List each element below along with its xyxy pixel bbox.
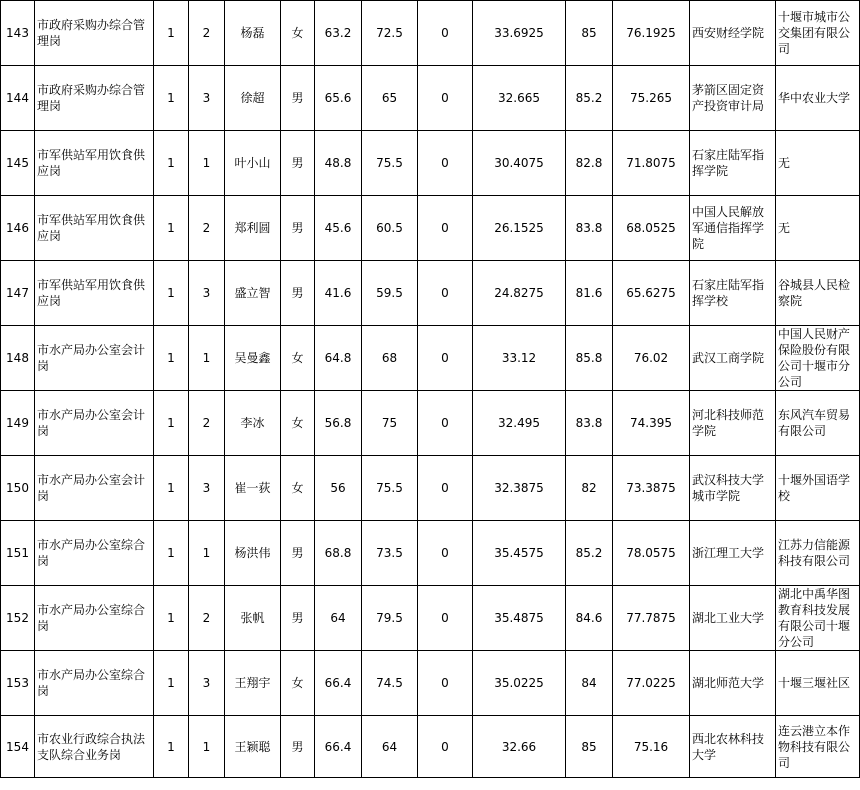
employer-cell: 谷城县人民检察院	[776, 261, 860, 326]
weighted-score-cell: 32.3875	[473, 456, 566, 521]
total-score-cell: 77.0225	[613, 651, 690, 716]
gender-cell: 男	[281, 586, 315, 651]
hire-count-cell: 1	[154, 521, 189, 586]
gender-cell: 男	[281, 66, 315, 131]
candidate-name-cell: 叶小山	[225, 131, 281, 196]
weighted-score-cell: 32.665	[473, 66, 566, 131]
table-row	[1, 66, 860, 131]
total-score-cell: 75.265	[613, 66, 690, 131]
rank-cell: 2	[189, 196, 225, 261]
interview-score-cell: 73.5	[362, 521, 418, 586]
row-number-cell: 150	[1, 456, 35, 521]
candidate-name-cell: 徐超	[225, 66, 281, 131]
row-number-cell: 144	[1, 66, 35, 131]
table-row	[1, 651, 860, 716]
score-cell: 84.6	[566, 586, 613, 651]
school-cell: 武汉科技大学城市学院	[690, 456, 776, 521]
hire-count-cell: 1	[154, 716, 189, 778]
hire-count-cell: 1	[154, 1, 189, 66]
hire-count-cell: 1	[154, 586, 189, 651]
rank-cell: 1	[189, 716, 225, 778]
written-score-cell: 63.2	[315, 1, 362, 66]
gender-cell: 男	[281, 716, 315, 778]
interview-score-cell: 79.5	[362, 586, 418, 651]
rank-cell: 3	[189, 66, 225, 131]
school-cell: 石家庄陆军指挥学校	[690, 261, 776, 326]
employer-cell: 十堰外国语学校	[776, 456, 860, 521]
bonus-score-cell: 0	[418, 716, 473, 778]
interview-score-cell: 75.5	[362, 131, 418, 196]
written-score-cell: 66.4	[315, 651, 362, 716]
school-cell: 石家庄陆军指挥学院	[690, 131, 776, 196]
candidate-name-cell: 张帆	[225, 586, 281, 651]
score-cell: 83.8	[566, 391, 613, 456]
employer-cell: 无	[776, 131, 860, 196]
written-score-cell: 56.8	[315, 391, 362, 456]
written-score-cell: 56	[315, 456, 362, 521]
post-name-cell: 市农业行政综合执法支队综合业务岗	[35, 716, 154, 778]
interview-score-cell: 74.5	[362, 651, 418, 716]
rank-cell: 3	[189, 456, 225, 521]
row-number-cell: 147	[1, 261, 35, 326]
school-cell: 茅箭区固定资产投资审计局	[690, 66, 776, 131]
row-number-cell: 153	[1, 651, 35, 716]
bonus-score-cell: 0	[418, 391, 473, 456]
school-cell: 浙江理工大学	[690, 521, 776, 586]
gender-cell: 男	[281, 521, 315, 586]
candidate-name-cell: 吴曼鑫	[225, 326, 281, 391]
table-row	[1, 586, 860, 651]
school-cell: 湖北工业大学	[690, 586, 776, 651]
bonus-score-cell: 0	[418, 66, 473, 131]
weighted-score-cell: 35.4575	[473, 521, 566, 586]
score-cell: 85	[566, 716, 613, 778]
hire-count-cell: 1	[154, 196, 189, 261]
gender-cell: 女	[281, 651, 315, 716]
bonus-score-cell: 0	[418, 1, 473, 66]
score-cell: 81.6	[566, 261, 613, 326]
interview-score-cell: 65	[362, 66, 418, 131]
candidate-name-cell: 杨洪伟	[225, 521, 281, 586]
gender-cell: 男	[281, 196, 315, 261]
candidate-name-cell: 崔一荻	[225, 456, 281, 521]
bonus-score-cell: 0	[418, 196, 473, 261]
row-number-cell: 149	[1, 391, 35, 456]
rank-cell: 3	[189, 651, 225, 716]
table-row	[1, 1, 860, 66]
table-row	[1, 261, 860, 326]
row-number-cell: 151	[1, 521, 35, 586]
bonus-score-cell: 0	[418, 261, 473, 326]
bonus-score-cell: 0	[418, 521, 473, 586]
bonus-score-cell: 0	[418, 131, 473, 196]
weighted-score-cell: 30.4075	[473, 131, 566, 196]
post-name-cell: 市水产局办公室综合岗	[35, 651, 154, 716]
score-cell: 85.2	[566, 521, 613, 586]
weighted-score-cell: 32.495	[473, 391, 566, 456]
bonus-score-cell: 0	[418, 326, 473, 391]
school-cell: 西安财经学院	[690, 1, 776, 66]
interview-score-cell: 64	[362, 716, 418, 778]
hire-count-cell: 1	[154, 261, 189, 326]
employer-cell: 连云港立本作物科技有限公司	[776, 716, 860, 778]
written-score-cell: 64	[315, 586, 362, 651]
employer-cell: 江苏力信能源科技有限公司	[776, 521, 860, 586]
total-score-cell: 71.8075	[613, 131, 690, 196]
weighted-score-cell: 26.1525	[473, 196, 566, 261]
gender-cell: 女	[281, 1, 315, 66]
gender-cell: 女	[281, 326, 315, 391]
score-cell: 84	[566, 651, 613, 716]
interview-score-cell: 72.5	[362, 1, 418, 66]
post-name-cell: 市水产局办公室综合岗	[35, 521, 154, 586]
candidate-name-cell: 杨磊	[225, 1, 281, 66]
table-row	[1, 456, 860, 521]
gender-cell: 男	[281, 261, 315, 326]
row-number-cell: 152	[1, 586, 35, 651]
table-row	[1, 131, 860, 196]
weighted-score-cell: 33.6925	[473, 1, 566, 66]
post-name-cell: 市水产局办公室会计岗	[35, 391, 154, 456]
candidate-name-cell: 王翔宇	[225, 651, 281, 716]
employer-cell: 十堰市城市公交集团有限公司	[776, 1, 860, 66]
weighted-score-cell: 35.4875	[473, 586, 566, 651]
row-number-cell: 145	[1, 131, 35, 196]
post-name-cell: 市政府采购办综合管理岗	[35, 66, 154, 131]
bonus-score-cell: 0	[418, 586, 473, 651]
table-row	[1, 391, 860, 456]
employer-cell: 无	[776, 196, 860, 261]
employer-cell: 湖北中禹华图教育科技发展有限公司十堰分公司	[776, 586, 860, 651]
written-score-cell: 41.6	[315, 261, 362, 326]
post-name-cell: 市水产局办公室会计岗	[35, 326, 154, 391]
candidate-name-cell: 王颖聪	[225, 716, 281, 778]
row-number-cell: 146	[1, 196, 35, 261]
written-score-cell: 45.6	[315, 196, 362, 261]
weighted-score-cell: 35.0225	[473, 651, 566, 716]
rank-cell: 1	[189, 131, 225, 196]
hire-count-cell: 1	[154, 456, 189, 521]
gender-cell: 女	[281, 456, 315, 521]
hire-count-cell: 1	[154, 66, 189, 131]
rank-cell: 1	[189, 521, 225, 586]
school-cell: 河北科技师范学院	[690, 391, 776, 456]
score-cell: 85.2	[566, 66, 613, 131]
hire-count-cell: 1	[154, 131, 189, 196]
total-score-cell: 75.16	[613, 716, 690, 778]
bonus-score-cell: 0	[418, 456, 473, 521]
row-number-cell: 154	[1, 716, 35, 778]
total-score-cell: 74.395	[613, 391, 690, 456]
written-score-cell: 68.8	[315, 521, 362, 586]
hire-count-cell: 1	[154, 391, 189, 456]
total-score-cell: 77.7875	[613, 586, 690, 651]
rank-cell: 2	[189, 391, 225, 456]
employer-cell: 东风汽车贸易有限公司	[776, 391, 860, 456]
hire-count-cell: 1	[154, 326, 189, 391]
score-cell: 85	[566, 1, 613, 66]
school-cell: 湖北师范大学	[690, 651, 776, 716]
candidate-name-cell: 盛立智	[225, 261, 281, 326]
weighted-score-cell: 24.8275	[473, 261, 566, 326]
score-cell: 82.8	[566, 131, 613, 196]
interview-score-cell: 68	[362, 326, 418, 391]
gender-cell: 男	[281, 131, 315, 196]
interview-score-cell: 60.5	[362, 196, 418, 261]
row-number-cell: 143	[1, 1, 35, 66]
interview-score-cell: 75.5	[362, 456, 418, 521]
school-cell: 西北农林科技大学	[690, 716, 776, 778]
post-name-cell: 市军供站军用饮食供应岗	[35, 131, 154, 196]
table-row	[1, 196, 860, 261]
total-score-cell: 76.1925	[613, 1, 690, 66]
table-row	[1, 521, 860, 586]
candidate-name-cell: 郑利圆	[225, 196, 281, 261]
post-name-cell: 市政府采购办综合管理岗	[35, 1, 154, 66]
rank-cell: 2	[189, 586, 225, 651]
employer-cell: 十堰三堰社区	[776, 651, 860, 716]
written-score-cell: 48.8	[315, 131, 362, 196]
post-name-cell: 市军供站军用饮食供应岗	[35, 196, 154, 261]
weighted-score-cell: 33.12	[473, 326, 566, 391]
total-score-cell: 68.0525	[613, 196, 690, 261]
post-name-cell: 市水产局办公室综合岗	[35, 586, 154, 651]
total-score-cell: 76.02	[613, 326, 690, 391]
score-cell: 83.8	[566, 196, 613, 261]
total-score-cell: 78.0575	[613, 521, 690, 586]
rank-cell: 2	[189, 1, 225, 66]
written-score-cell: 65.6	[315, 66, 362, 131]
candidate-name-cell: 李冰	[225, 391, 281, 456]
table-row	[1, 326, 860, 391]
row-number-cell: 148	[1, 326, 35, 391]
interview-score-cell: 59.5	[362, 261, 418, 326]
total-score-cell: 65.6275	[613, 261, 690, 326]
rank-cell: 1	[189, 326, 225, 391]
written-score-cell: 66.4	[315, 716, 362, 778]
gender-cell: 女	[281, 391, 315, 456]
post-name-cell: 市水产局办公室会计岗	[35, 456, 154, 521]
interview-score-cell: 75	[362, 391, 418, 456]
score-cell: 82	[566, 456, 613, 521]
bonus-score-cell: 0	[418, 651, 473, 716]
school-cell: 中国人民解放军通信指挥学院	[690, 196, 776, 261]
employer-cell: 中国人民财产保险股份有限公司十堰市分公司	[776, 326, 860, 391]
weighted-score-cell: 32.66	[473, 716, 566, 778]
rank-cell: 3	[189, 261, 225, 326]
school-cell: 武汉工商学院	[690, 326, 776, 391]
table-row	[1, 716, 860, 778]
total-score-cell: 73.3875	[613, 456, 690, 521]
score-cell: 85.8	[566, 326, 613, 391]
hire-count-cell: 1	[154, 651, 189, 716]
post-name-cell: 市军供站军用饮食供应岗	[35, 261, 154, 326]
employer-cell: 华中农业大学	[776, 66, 860, 131]
written-score-cell: 64.8	[315, 326, 362, 391]
